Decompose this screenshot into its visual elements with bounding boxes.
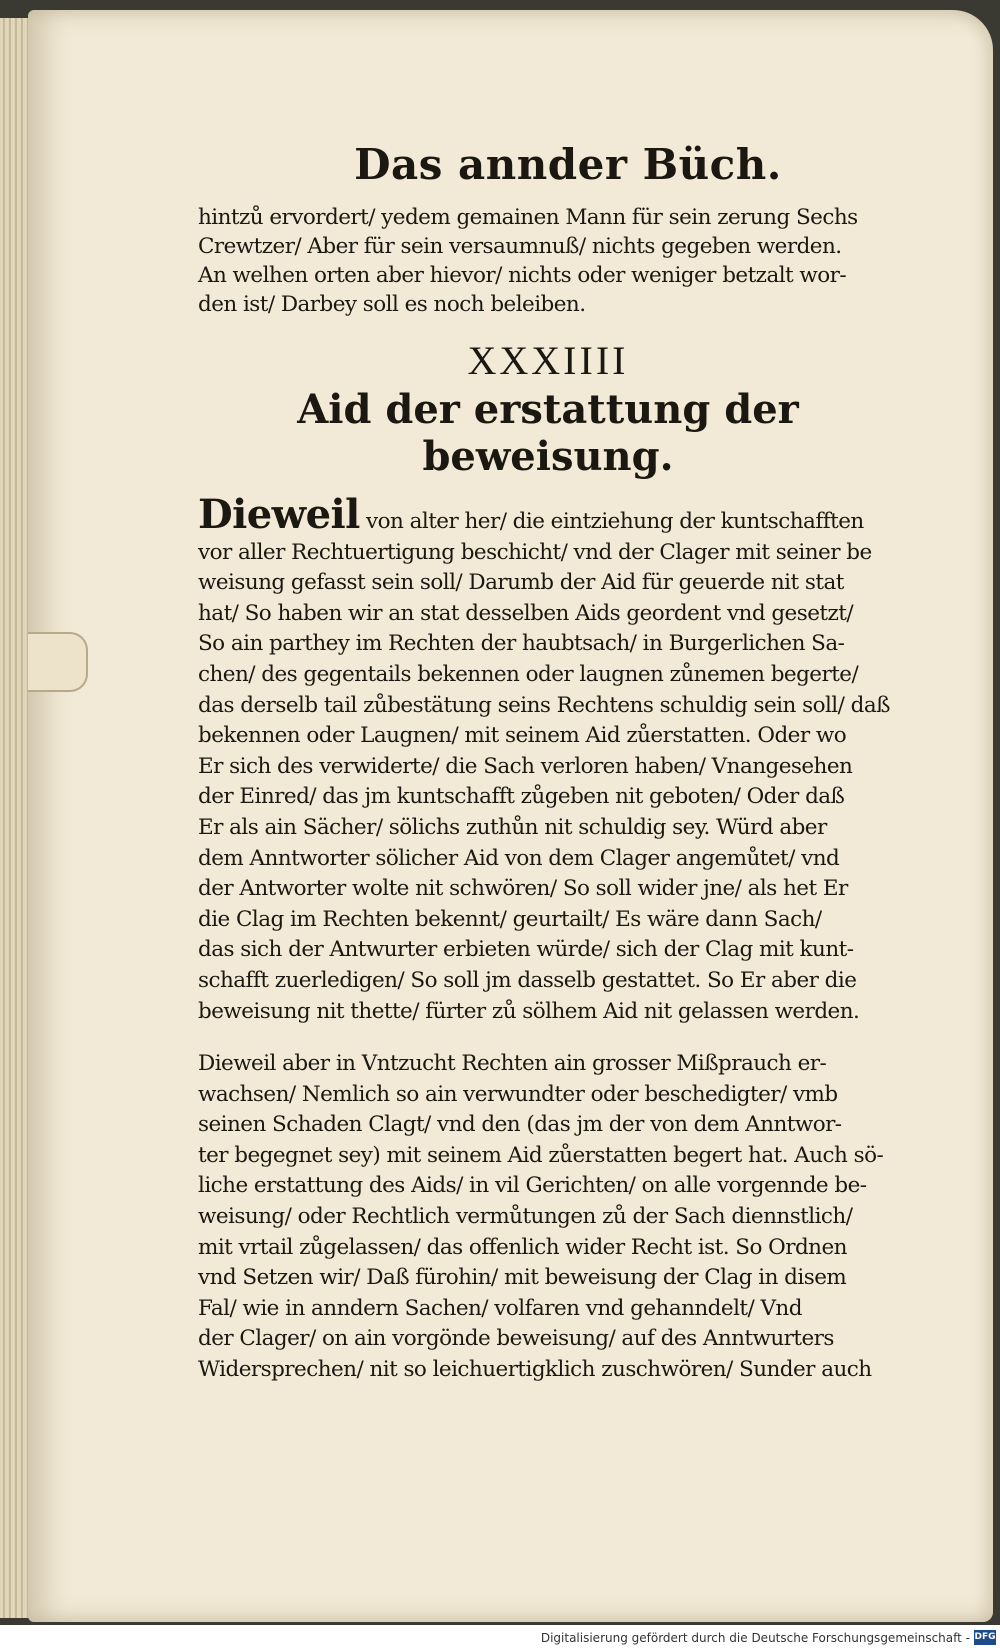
text-line: Fal/ wie in anndern Sachen/ volfaren vnd gehanndelt/ Vnd xyxy=(198,1295,802,1321)
running-head: Das annder Büch. xyxy=(354,140,782,189)
dfg-logo: DFG xyxy=(974,1630,996,1645)
text-line: mit vrtail zůgelassen/ das offenlich wider Recht ist. So Ordnen xyxy=(198,1234,847,1260)
funding-credit: Digitalisierung gefördert durch die Deutsche Forschungsgemeinschaft - xyxy=(540,1631,970,1645)
text-line-first xyxy=(198,491,898,538)
text-line: vor aller Rechtuertigung beschicht/ vnd der Clager mit seiner be xyxy=(198,539,872,565)
text-line: der Antworter wolte nit schwören/ So soll wider jne/ als het Er xyxy=(198,876,848,902)
text-line: vnd Setzen wir/ Daß fürohin/ mit beweisung der Clag in disem xyxy=(198,1265,847,1291)
chapter-title: Aid der erstattung der beweisung. xyxy=(297,386,799,480)
text-line: den ist/ Darbey soll es noch beleiben. xyxy=(198,292,586,317)
text-line: An welhen orten aber hievor/ nichts oder weniger betzalt wor- xyxy=(198,263,847,288)
footer-bar xyxy=(0,1625,1000,1651)
text-line: beweisung nit thette/ fürter zů sölhem Aid nit gelassen werden. xyxy=(198,998,860,1024)
text-line: liche erstattung des Aids/ in vil Gerichten/ on alle vorgennde be- xyxy=(198,1173,867,1199)
text-line: weisung/ oder Rechtlich vermůtungen zů der Sach diennstlich/ xyxy=(198,1204,853,1230)
opening-lines xyxy=(198,203,898,319)
text-line: Dieweil aber in Vntzucht Rechten ain grosser Mißprauch er- xyxy=(198,1051,827,1077)
paragraph-one xyxy=(198,491,898,1027)
text-line: Crewtzer/ Aber für sein versaumnuß/ nichts gegeben werden. xyxy=(198,234,842,259)
page-tab-marker xyxy=(28,632,88,692)
book-page-edges xyxy=(0,18,31,1618)
text-line: dem Anntworter sölicher Aid von dem Clager angemůtet/ vnd xyxy=(198,845,840,871)
text-line: ter begegnet sey) mit seinem Aid zůerstatten begert hat. Auch sö- xyxy=(198,1142,884,1168)
text-line: wachsen/ Nemlich so ain verwundter oder beschedigter/ vmb xyxy=(198,1081,838,1107)
first-line-rest: von alter her/ die eintziehung der kuntschafften xyxy=(359,509,864,534)
text-line: Er sich des verwiderte/ die Sach verloren haben/ Vnangesehen xyxy=(198,753,853,779)
text-line: der Clager/ on ain vorgönde beweisung/ auf des Anntwurters xyxy=(198,1326,834,1352)
text-line: die Clag im Rechten bekennt/ geurtailt/ Es wäre dann Sach/ xyxy=(198,906,822,932)
text-line: chen/ des gegentails bekennen oder laugnen zůnemen begerte/ xyxy=(198,661,859,687)
text-line: Er als ain Sächer/ sölichs zuthůn nit schuldig sey. Würd aber xyxy=(198,814,827,840)
text-line: hintzů ervordert/ yedem gemainen Mann für sein zerung Sechs xyxy=(198,205,858,230)
text-line: weisung gefasst sein soll/ Darumb der Aid für geuerde nit stat xyxy=(198,570,844,596)
text-line: So ain parthey im Rechten der haubtsach/ in Burgerlichen Sa- xyxy=(198,631,845,657)
text-line: Widersprechen/ nit so leichuertigklich zuschwören/ Sunder auch xyxy=(198,1357,872,1383)
chapter-number: XXXIIII xyxy=(467,338,629,383)
text-line: das derselb tail zůbestätung seins Rechtens schuldig sein soll/ daß xyxy=(198,692,890,718)
paragraph-two xyxy=(198,1049,898,1386)
initial-word: Dieweil xyxy=(198,491,360,538)
text-line: hat/ So haben wir an stat desselben Aids geordent vnd gesetzt/ xyxy=(198,600,854,626)
text-line: bekennen oder Laugnen/ mit seinem Aid zůerstatten. Oder wo xyxy=(198,723,847,749)
text-line: schafft zuerledigen/ So soll jm dasselb gestattet. So Er aber die xyxy=(198,967,857,993)
text-line: der Einred/ das jm kuntschafft zůgeben nit geboten/ Oder daß xyxy=(198,784,845,810)
text-line: seinen Schaden Clagt/ vnd den (das jm der von dem Anntwor- xyxy=(198,1112,842,1138)
page-text xyxy=(198,140,898,1386)
text-line: das sich der Antwurter erbieten würde/ sich der Clag mit kunt- xyxy=(198,937,854,963)
